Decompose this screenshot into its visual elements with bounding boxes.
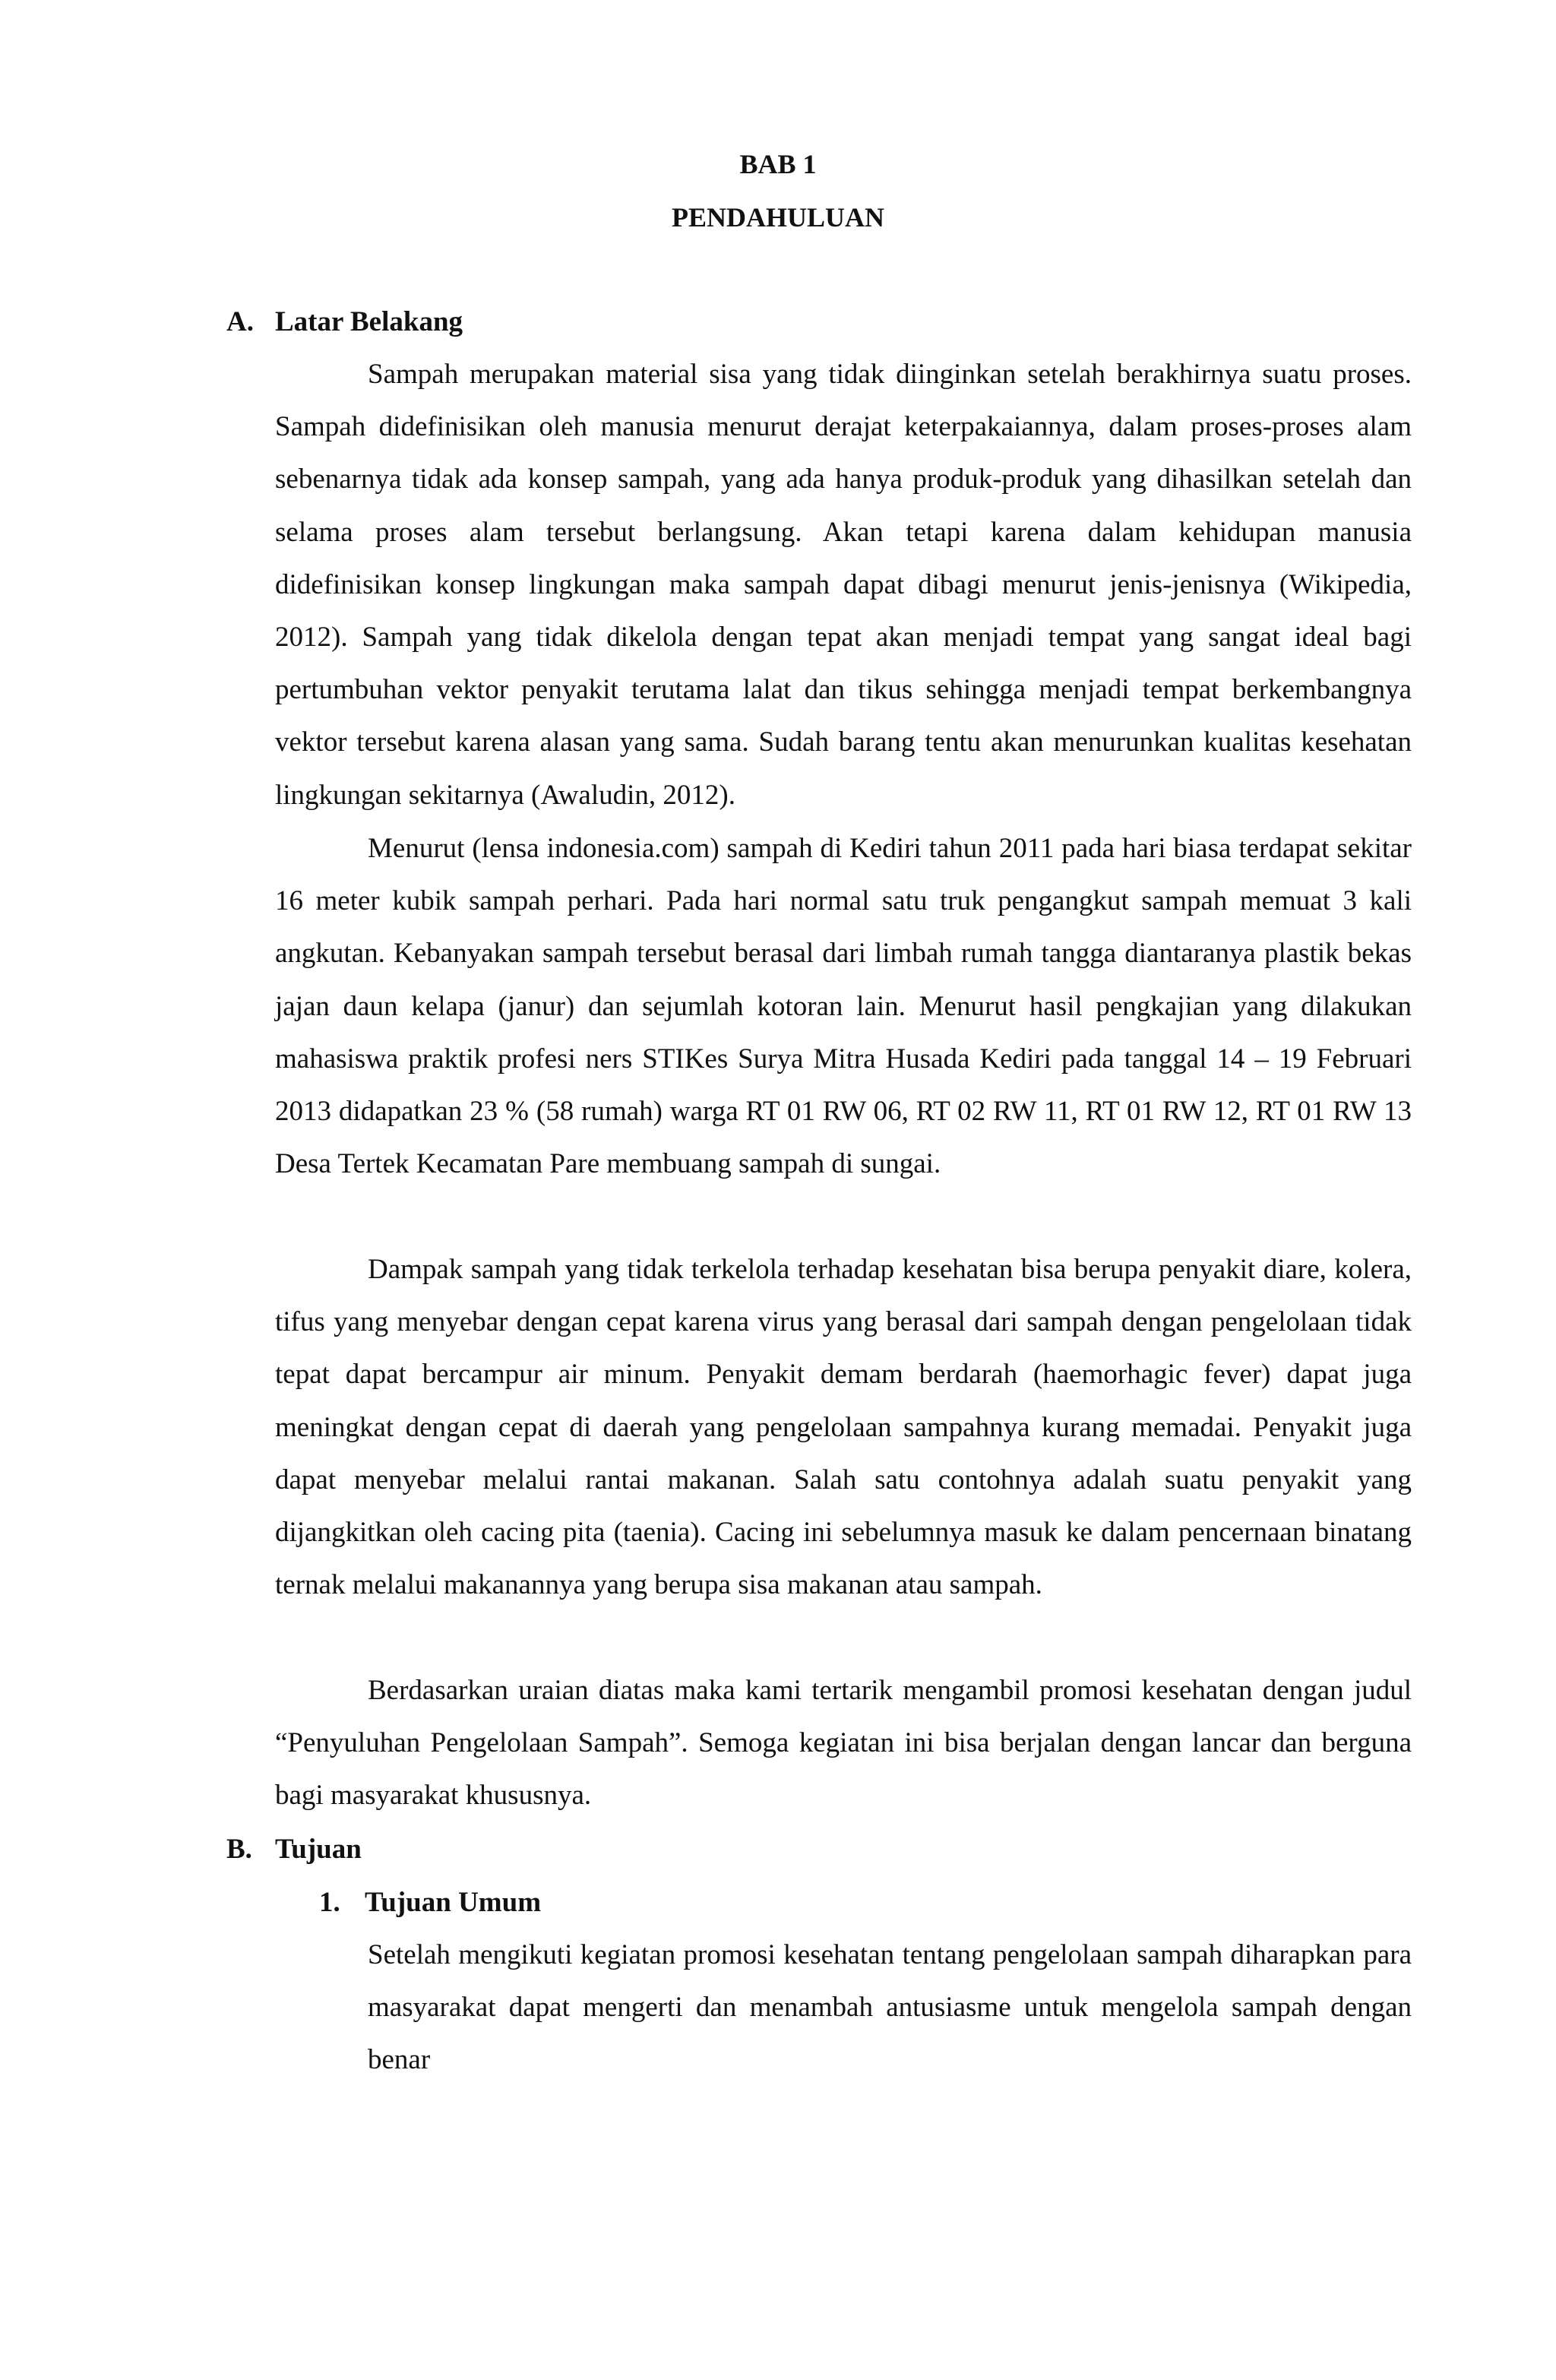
section-b-heading <box>226 1833 362 1866</box>
paragraph-tujuan-umum: Setelah mengikuti kegiatan promosi kesehatan tentang pengelolaan sampah diharapkan para masyarakat dapat mengerti dan menambah antusiasme untuk mengelola sampah dengan benar <box>368 1939 1412 2076</box>
section-a-title: Latar Belakang <box>275 306 463 337</box>
chapter-number: BAB 1 <box>739 149 817 179</box>
section-a-marker: A. <box>226 306 254 337</box>
chapter-title: PENDAHULUAN <box>671 202 884 233</box>
subsection-tujuan-umum-marker: 1. <box>319 1887 340 1918</box>
section-b-marker: B. <box>226 1834 252 1865</box>
section-b-title: Tujuan <box>275 1834 362 1865</box>
paragraph-latar-belakang-3: Dampak sampah yang tidak terkelola terhadap kesehatan bisa berupa penyakit diare, kolera, tifus yang menyebar dengan cepat karena virus yang berasal dari sampah dengan pengelolaan tidak tepat dapat bercampur air minum. Penyakit demam berdarah (haemorhagic fever) dapat juga meningkat dengan cepat di daerah yang pengelolaan sampahnya kurang memadai. Penyakit juga dapat menyebar melalui rantai makanan. Salah satu contohnya adalah suatu penyakit yang dijangkitkan oleh cacing pita (taenia). Cacing ini sebelumnya masuk ke dalam pencernaan binatang ternak melalui makanannya yang berupa sisa makanan atau sampah. <box>275 1254 1412 1601</box>
subsection-tujuan-umum-heading <box>319 1886 541 1920</box>
subsection-tujuan-umum-title: Tujuan Umum <box>365 1887 542 1918</box>
paragraph-latar-belakang-4: Berdasarkan uraian diatas maka kami tertarik mengambil promosi kesehatan dengan judul “Penyuluhan Pengelolaan Sampah”. Semoga kegiatan ini bisa berjalan dengan lancar dan berguna bagi masyarakat khususnya. <box>275 1675 1412 1812</box>
paragraph-latar-belakang-1: Sampah merupakan material sisa yang tidak diinginkan setelah berakhirnya suatu proses. Sampah didefinisikan oleh manusia menurut derajat keterpakaiannya, dalam proses-proses alam sebenarnya tidak ada konsep sampah, yang ada hanya produk-produk yang dihasilkan setelah dan selama proses alam tersebut berlangsung. Akan tetapi karena dalam kehidupan manusia didefinisikan konsep lingkungan maka sampah dapat dibagi menurut jenis-jenisnya (Wikipedia, 2012). Sampah yang tidak dikelola dengan tepat akan menjadi tempat yang sangat ideal bagi pertumbuhan vektor penyakit terutama lalat dan tikus sehingga menjadi tempat berkembangnya vektor tersebut karena alasan yang sama. Sudah barang tentu akan menurunkan kualitas kesehatan lingkungan sekitarnya (Awaludin, 2012). <box>275 359 1412 811</box>
paragraph-latar-belakang-2: Menurut (lensa indonesia.com) sampah di Kediri tahun 2011 pada hari biasa terdapat sekitar 16 meter kubik sampah perhari. Pada hari normal satu truk pengangkut sampah memuat 3 kali angkutan. Kebanyakan sampah tersebut berasal dari limbah rumah tangga diantaranya plastik bekas jajan daun kelapa (janur) dan sejumlah kotoran lain. Menurut hasil pengkajian yang dilakukan mahasiswa praktik profesi ners STIKes Surya Mitra Husada Kediri pada tanggal 14 – 19 Februari 2013 didapatkan 23 % (58 rumah) warga RT 01 RW 06, RT 02 RW 11, RT 01 RW 12, RT 01 RW 13 Desa Tertek Kecamatan Pare membuang sampah di sungai. <box>275 833 1412 1180</box>
section-a-heading <box>226 305 463 339</box>
